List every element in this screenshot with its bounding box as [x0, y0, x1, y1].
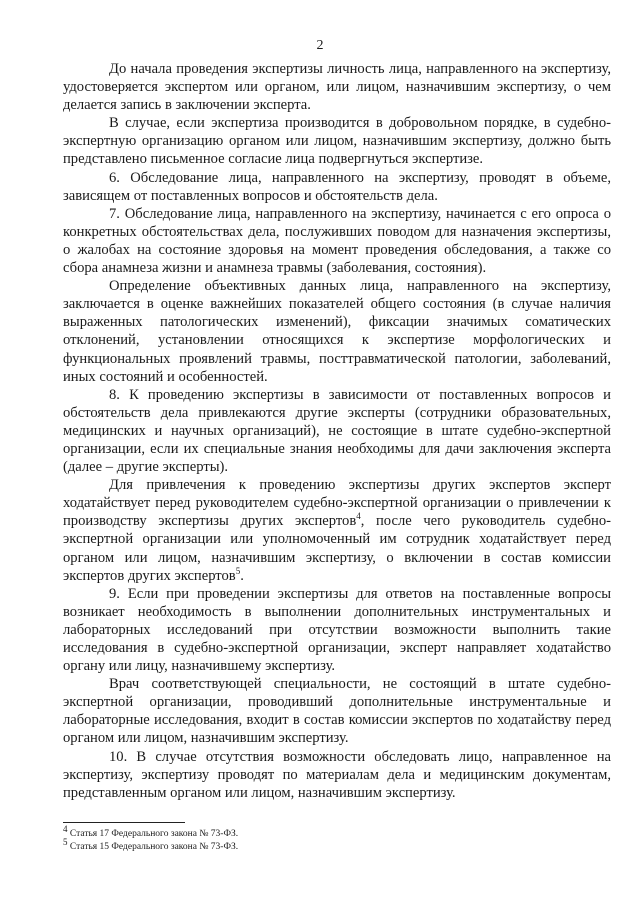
paragraph-voluntary-consent: В случае, если экспертиза производится в добровольном порядке, в судебно-экспертную организацию органом или лицом, назначившим экспертизу, должно быть представлено письменное согласие лица подвергнуться экспертизе. — [63, 115, 611, 168]
paragraph-other-experts-part-c: . — [240, 567, 244, 584]
paragraph-item-9: 9. Если при проведении экспертизы для ответов на поставленные вопросы возникает необходимость в выполнении дополнительных инструментальных и лабораторных исследований при отсутствии возможности выполнить такие исследования в судебно-экспертной организации, эксперт направляет ходатайство органу или лицу, назначившему экспертизу. — [63, 585, 611, 675]
footnote-text: Статья 15 Федерального закона № 73-ФЗ. — [67, 842, 239, 852]
page-number: 2 — [316, 38, 324, 53]
paragraph-item-10: 10. В случае отсутствия возможности обследовать лицо, направленное на экспертизу, экспертизу проводят по материалам дела и медицинским документам, представленным органом или лицом, назначившим экспертизу. — [63, 748, 611, 801]
footnote-ref-4[interactable]: 4 — [356, 511, 361, 522]
footnote-ref-5[interactable]: 5 — [235, 565, 241, 576]
paragraph-other-experts-part-a: Для привлечения к проведению экспертизы других экспертов эксперт ходатайствует перед руководителем судебно-экспертной организации о привлечении к производству экспертизы других экспертов — [63, 477, 611, 530]
document-body — [63, 60, 611, 802]
footnote-text: Статья 17 Федерального закона № 73-ФЗ. — [67, 829, 239, 839]
footnote-separator — [63, 822, 185, 823]
paragraph-specialist-doctor: Врач соответствующей специальности, не состоящий в штате судебно-экспертной организации, проводивший дополнительные инструментальные и лабораторные исследования, входит в состав комиссии экспертов по ходатайству перед органом или лицом, назначившим экспертизу. — [63, 676, 611, 747]
footnote-5 — [63, 836, 611, 854]
footnote-4 — [63, 823, 611, 841]
paragraph-other-experts — [63, 476, 611, 585]
footnote-mark: 5 — [63, 836, 68, 847]
paragraph-objective-data: Определение объективных данных лица, направленного на экспертизу, заключается в оценке важнейших показателей общего состояния (в случае наличия выраженных патологических изменений), фиксации значимых соматических отклонений, установлении относящихся к экспертизе морфологических и функциональных проявлений травмы, посттравматической патологии, заболеваний, иных состояний и особенностей. — [63, 278, 611, 385]
paragraph-item-7: 7. Обследование лица, направленного на экспертизу, начинается с его опроса о конкретных обстоятельствах дела, послуживших поводом для назначения экспертизы, о жалобах на состояние здоровья на момент проведения обследования, а также со сбора анамнеза жизни и анамнеза травмы (заболевания, состояния). — [63, 205, 611, 277]
footnotes — [63, 823, 611, 854]
paragraph-item-6: 6. Обследование лица, направленного на экспертизу, проводят в объеме, зависящем от поставленных вопросов и обстоятельств дела. — [63, 169, 611, 204]
footnote-mark: 4 — [63, 823, 68, 834]
paragraph-identity-verification: До начала проведения экспертизы личность лица, направленного на экспертизу, удостоверяется экспертом или органом, или лицом, назначившим экспертизу, о чем делается запись в заключении эксперта. — [63, 61, 611, 114]
paragraph-item-8: 8. К проведению экспертизы в зависимости от поставленных вопросов и обстоятельств дела привлекаются другие эксперты (сотрудники образовательных, медицинских и научных организаций), не состоящие в штате судебно-экспертной организации, если их специальные знания необходимы для дачи заключения эксперта (далее – другие эксперты). — [63, 386, 611, 476]
paragraph-other-experts-part-b: , после чего руководитель судебно-экспертной организации или уполномоченный им сотрудник ходатайствует перед органом или лицом, назначившим экспертизу, о включении в состав комиссии экспертов других экспертов — [63, 513, 611, 584]
